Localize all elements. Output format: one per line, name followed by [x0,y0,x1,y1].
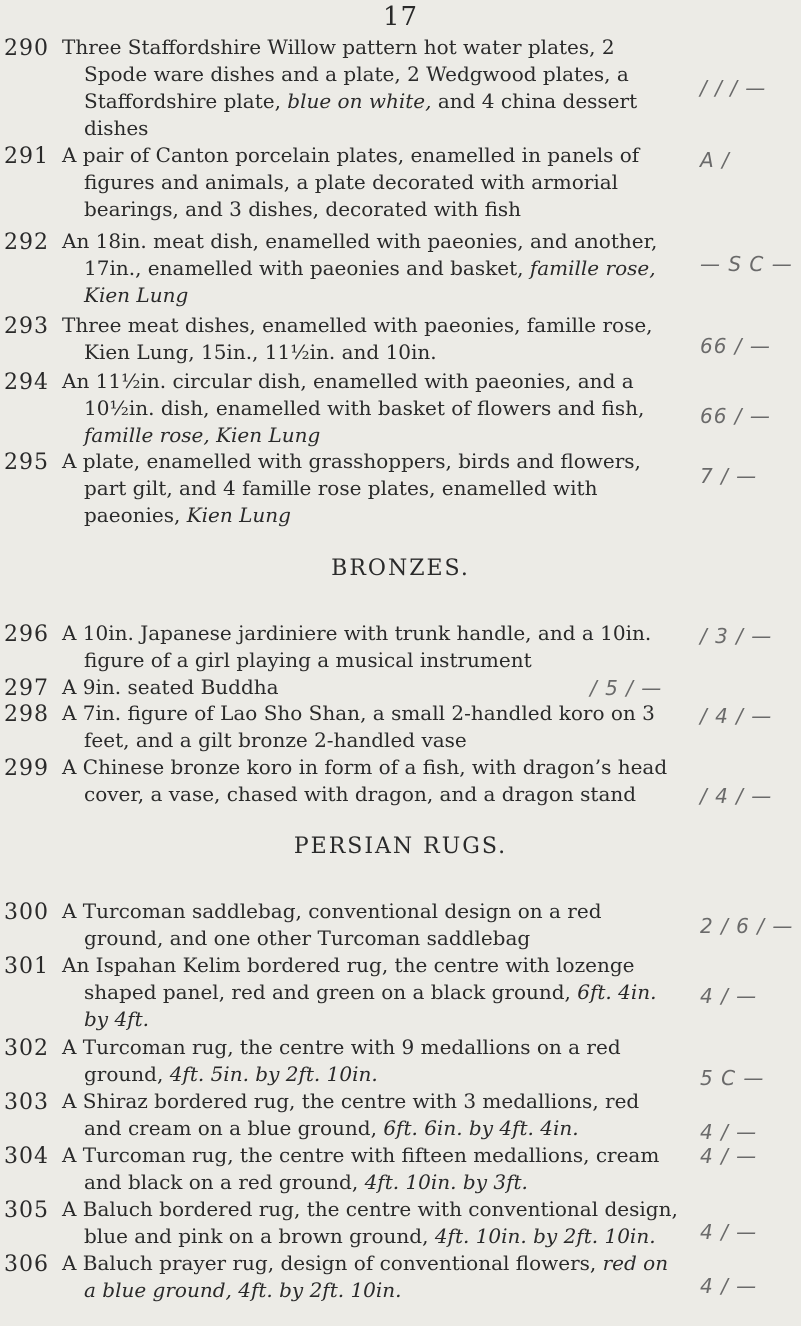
lot-text-italic: 4ft. 5in. by 2ft. 10in. [169,1062,378,1086]
lot-text: A plate, enamelled with grasshoppers, birds and flowers, part gilt, and 4 famille rose plates, enamelled with paeonies, [62,449,641,527]
lot-number: 291 [4,144,49,169]
lot-description [62,448,682,529]
handwritten-price: 4 / — [700,984,758,1008]
lot-number: 304 [4,1144,49,1169]
handwritten-price: / 5 / — [590,676,663,700]
lot-description [62,312,682,366]
lot-text: A Turcoman rug, the centre with fifteen medallions, cream and black on a red ground, [62,1143,660,1194]
lot-number: 297 [4,676,49,701]
lot-text: A Shiraz bordered rug, the centre with 3 medallions, red and cream on a blue ground, [62,1089,640,1140]
page-number: 17 [382,2,419,32]
lot-text-italic: blue on white, [287,89,432,113]
lot-number: 292 [4,230,49,255]
handwritten-price: 5 C — [700,1066,765,1090]
handwritten-price: 66 / — [700,404,771,428]
lot-number: 294 [4,370,49,395]
lot-text-italic: Kien Lung [186,503,291,527]
handwritten-price: — S C — [700,252,793,276]
lot-description [62,952,682,1033]
handwritten-price: 4 / — [700,1274,758,1298]
lot-text: Three meat dishes, enamelled with paeonies, famille rose, Kien Lung, 15in., 11½in. and 10in. [62,313,653,364]
lot-text-italic: 6ft. 4in. by 4ft. [84,980,657,1031]
handwritten-price: / / / — [700,76,767,100]
lot-description [62,700,682,754]
lot-description [62,142,682,223]
lot-number: 303 [4,1090,49,1115]
lot-text: A Turcoman rug, the centre with 9 medallions on a red ground, [62,1035,621,1086]
section-heading-bronzes: BRONZES. [331,556,470,581]
handwritten-price: 66 / — [700,334,771,358]
lot-text-italic: 6ft. 6in. by 4ft. 4in. [383,1116,579,1140]
lot-description [62,1088,682,1142]
lot-number: 302 [4,1036,49,1061]
lot-description [62,1142,682,1196]
handwritten-price: 7 / — [700,464,758,488]
lot-text-italic: red on a blue ground, 4ft. by 2ft. 10in. [84,1251,669,1302]
lot-description [62,620,682,674]
lot-number: 295 [4,450,49,475]
lot-number: 299 [4,756,49,781]
lot-text: A Baluch bordered rug, the centre with conventional design, blue and pink on a brown ground, [62,1197,678,1248]
lot-description [62,674,682,701]
lot-number: 296 [4,622,49,647]
lot-number: 300 [4,900,49,925]
lot-text: A pair of Canton porcelain plates, enamelled in panels of figures and animals, a plate decorated with armorial bearings, and 3 dishes, decorated with fish [62,143,640,221]
handwritten-price: / 4 / — [700,784,773,808]
lot-text-italic: 4ft. 10in. by 2ft. 10in. [434,1224,656,1248]
lot-text: A 7in. figure of Lao Sho Shan, a small 2-handled koro on 3 feet, and a gilt bronze 2-handled vase [62,701,655,752]
lot-number: 301 [4,954,49,979]
lot-description [62,1250,682,1304]
lot-text: An Ispahan Kelim bordered rug, the centre with lozenge shaped panel, red and green on a black ground, [62,953,635,1004]
lot-description [62,754,682,808]
lot-description [62,1034,682,1088]
lot-text: A Turcoman saddlebag, conventional design on a red ground, and one other Turcoman saddlebag [62,899,602,950]
lot-text-italic: 4ft. 10in. by 3ft. [364,1170,528,1194]
handwritten-price: A / [700,148,730,172]
handwritten-price: / 4 / — [700,704,773,728]
lot-text-italic: famille rose, Kien Lung [84,256,656,307]
lot-text-tail: and 4 china dessert dishes [84,89,638,140]
lot-text: A Chinese bronze koro in form of a fish, with dragon’s head cover, a vase, chased with dragon, and a dragon stand [62,755,668,806]
lot-description [62,228,682,309]
handwritten-price: 4 / — [700,1144,758,1168]
section-heading-persian-rugs: PERSIAN RUGS. [293,834,508,859]
lot-text: A 10in. Japanese jardiniere with trunk handle, and a 10in. figure of a girl playing a musical instrument [62,621,652,672]
lot-text: An 18in. meat dish, enamelled with paeonies, and another, 17in., enamelled with paeonies and basket, [62,229,658,280]
handwritten-price: 2 / 6 / — [700,914,794,938]
lot-text: Three Staffordshire Willow pattern hot water plates, 2 Spode ware dishes and a plate, 2 Wedgwood plates, a Staffordshire plate, [62,35,629,113]
handwritten-price: 4 / — [700,1220,758,1244]
lot-number: 305 [4,1198,49,1223]
handwritten-price: 4 / — [700,1120,758,1144]
lot-description [62,34,682,142]
lot-number: 290 [4,36,49,61]
lot-description [62,368,682,449]
handwritten-price: / 3 / — [700,624,773,648]
lot-description [62,898,682,952]
lot-text: A 9in. seated Buddha [62,675,279,699]
lot-description [62,1196,682,1250]
lot-number: 306 [4,1252,49,1277]
lot-text: A Baluch prayer rug, design of conventional flowers, [62,1251,603,1275]
lot-text-italic: famille rose, Kien Lung [84,423,321,447]
lot-number: 293 [4,314,49,339]
lot-number: 298 [4,702,49,727]
lot-text: An 11½in. circular dish, enamelled with paeonies, and a 10½in. dish, enamelled with basket of flowers and fish, [62,369,645,420]
